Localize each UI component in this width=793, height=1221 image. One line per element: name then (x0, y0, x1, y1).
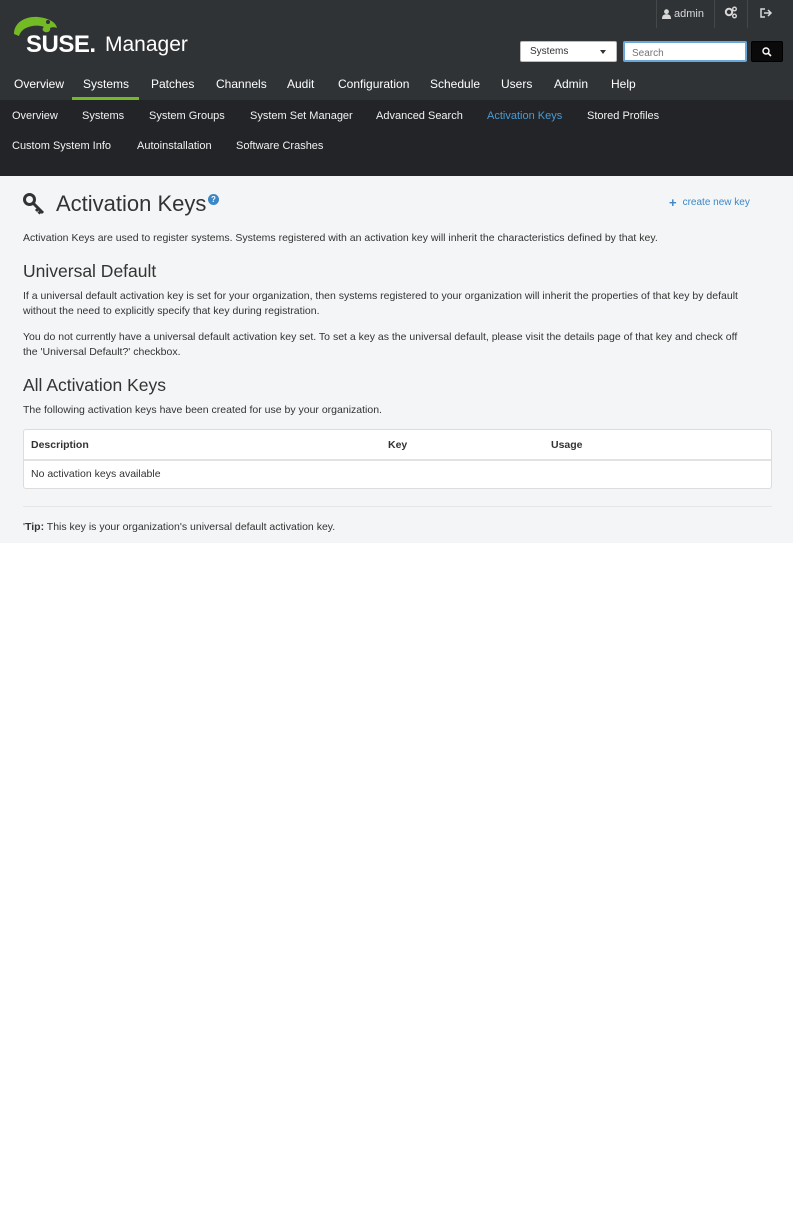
search-scope-select[interactable] (520, 41, 617, 62)
sub-nav-system-set-manager[interactable]: System Set Manager (250, 110, 353, 122)
create-new-key-label: create new key (682, 197, 750, 208)
main-nav-users[interactable]: Users (501, 77, 533, 91)
question-circle-icon[interactable]: ? (208, 194, 219, 205)
main-nav-patches[interactable]: Patches (151, 77, 195, 91)
topbar-divider (714, 0, 715, 28)
search-icon (762, 47, 772, 57)
tip-label: Tip: (25, 521, 45, 533)
universal-default-heading: Universal Default (23, 261, 157, 281)
sub-nav-activation-keys[interactable]: Activation Keys (487, 110, 563, 122)
sub-nav-advanced-search[interactable]: Advanced Search (376, 110, 463, 122)
universal-default-status-line: the 'Universal Default?' checkbox. (23, 346, 181, 358)
page-title: Activation Keys (56, 191, 207, 216)
tip-text: 'Tip: This key is your organization's universal default activation key. (23, 521, 336, 533)
intro-text: Activation Keys are used to register systems. Systems registered with an activation key will inherit the characteristics defined by that key. (23, 232, 658, 244)
sub-nav-overview[interactable]: Overview (12, 110, 58, 122)
key-icon (23, 193, 45, 215)
empty-table-message: No activation keys available (31, 468, 161, 480)
main-content (0, 176, 793, 543)
plus-icon: + (669, 194, 677, 210)
top-header (0, 0, 793, 100)
user-icon (662, 9, 671, 19)
suse-wordmark: SUSE. (26, 31, 96, 58)
tip-divider (23, 506, 772, 507)
search-scope-value: Systems (530, 46, 569, 57)
sub-nav-stored-profiles[interactable]: Stored Profiles (587, 110, 660, 122)
search-input[interactable] (623, 41, 747, 62)
column-header-key[interactable]: Key (388, 439, 408, 451)
sub-nav-systems[interactable]: Systems (82, 110, 125, 122)
universal-default-text-line: If a universal default activation key is set for your organization, then systems registered to your organization will inherit the properties of that key by default (23, 290, 738, 302)
sign-out-icon[interactable] (759, 6, 773, 20)
main-nav-configuration[interactable]: Configuration (338, 77, 410, 91)
sub-nav-system-groups[interactable]: System Groups (149, 110, 225, 122)
sub-nav-software-crashes[interactable]: Software Crashes (236, 140, 324, 152)
universal-default-status-line: You do not currently have a universal default activation key set. To set a key as the universal default, please visit the details page of that key and check off (23, 331, 738, 343)
tip-body: This key is your organization's universal default activation key. (44, 521, 336, 533)
user-menu[interactable] (662, 6, 704, 22)
main-nav-help[interactable]: Help (611, 77, 636, 91)
suse-manager-logo[interactable] (12, 14, 192, 62)
topbar-divider (747, 0, 748, 28)
sub-nav-autoinstallation[interactable]: Autoinstallation (137, 140, 212, 152)
username: admin (674, 8, 704, 20)
activation-keys-table (23, 429, 772, 489)
gears-icon[interactable] (724, 6, 738, 20)
sub-nav (0, 100, 793, 176)
search-button[interactable] (751, 41, 783, 62)
all-activation-keys-description: The following activation keys have been created for use by your organization. (23, 404, 382, 416)
main-nav-audit[interactable]: Audit (287, 77, 315, 91)
sub-nav-custom-system-info[interactable]: Custom System Info (12, 140, 112, 152)
main-nav (0, 70, 793, 100)
main-nav-systems[interactable]: Systems (83, 77, 130, 91)
universal-default-text-line: without the need to explicitly specify that key during registration. (23, 305, 320, 317)
product-name: Manager (105, 33, 188, 56)
table-header-divider (24, 459, 771, 461)
topbar-divider (656, 0, 657, 28)
create-new-key-link[interactable] (669, 194, 750, 210)
all-activation-keys-heading: All Activation Keys (23, 375, 166, 395)
column-header-usage[interactable]: Usage (551, 439, 583, 451)
main-nav-admin[interactable]: Admin (554, 77, 589, 91)
column-header-description[interactable]: Description (31, 439, 89, 451)
main-nav-channels[interactable]: Channels (216, 77, 267, 91)
chevron-down-icon (600, 50, 606, 54)
main-nav-schedule[interactable]: Schedule (430, 77, 481, 91)
main-nav-overview[interactable]: Overview (14, 77, 65, 91)
